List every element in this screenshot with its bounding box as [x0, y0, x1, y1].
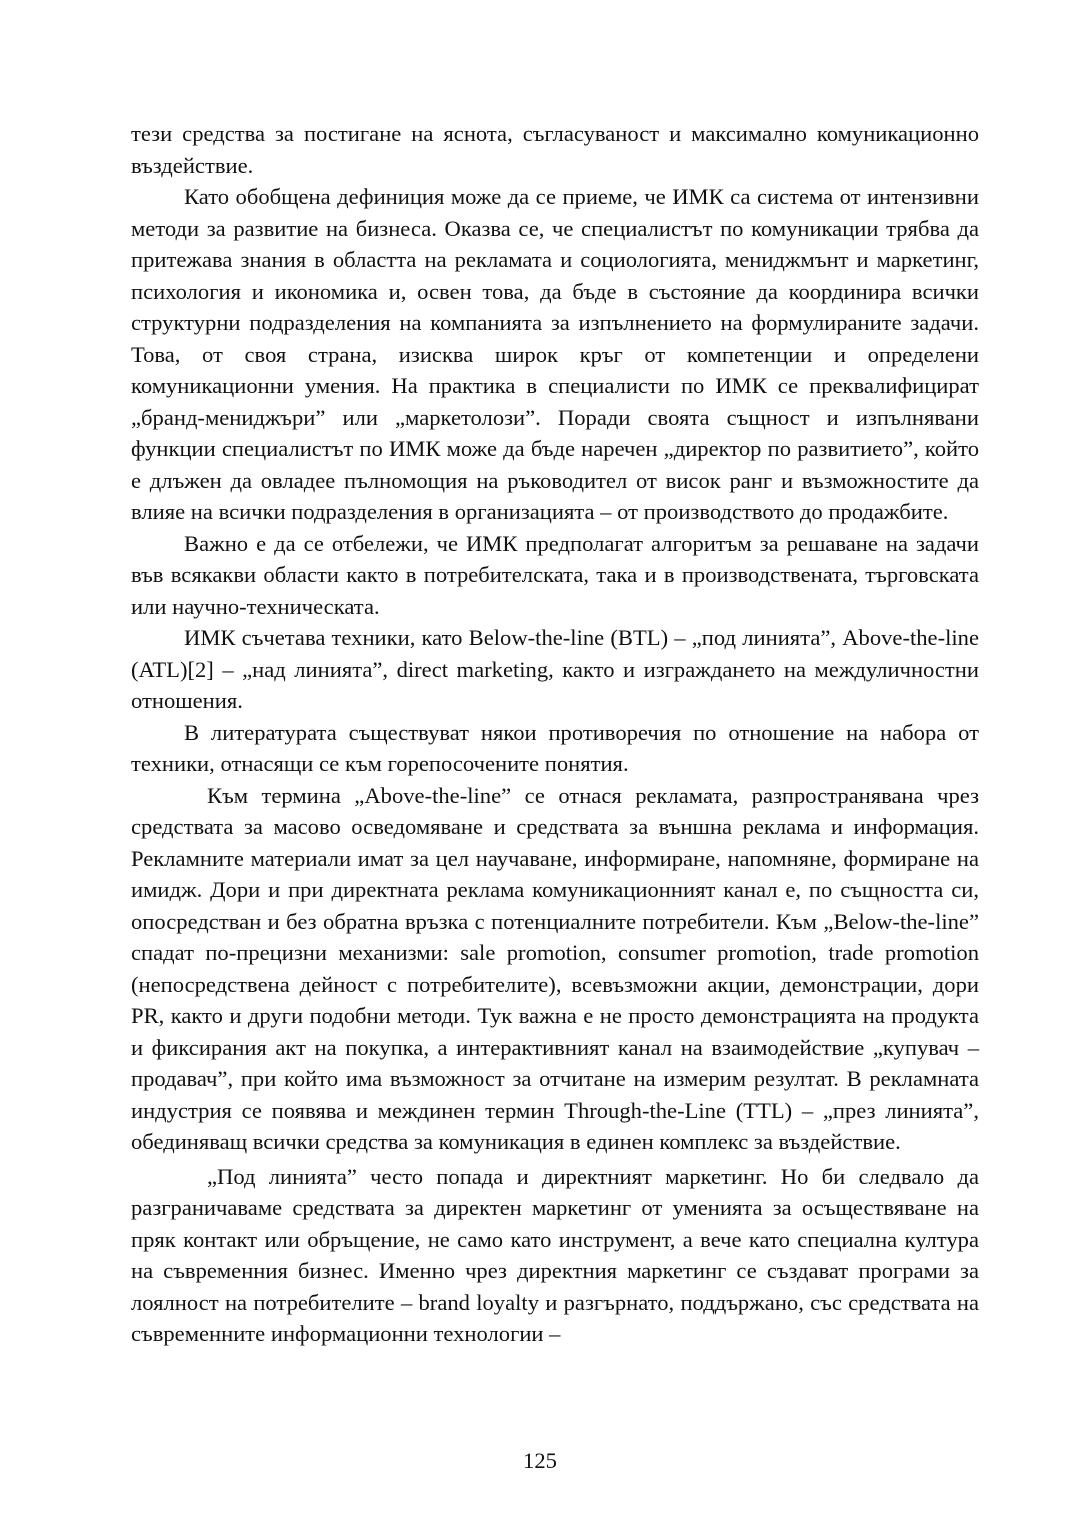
paragraph-5: В литературата съществуват някои противоречия по отношение на набора от техники, отнасящи се към горепосочените понятия. — [131, 719, 979, 776]
body-text — [131, 118, 979, 1350]
paragraph-3: Важно е да се отбележи, че ИМК предполагат алгоритъм за решаване на задачи във всякакви области както в потребителската, така и в производствената, търговската или научно-техническата. — [131, 530, 979, 619]
paragraph-1: тези средства за постигане на яснота, съгласуваност и максимално комуникационно въздействие. — [131, 121, 979, 178]
paragraph-2: Като обобщена дефиниция може да се приеме, че ИМК са система от интензивни методи за развитие на бизнеса. Оказва се, че специалистът по комуникации трябва да притежава знания в областта на рекламата и социологията, мениджмънт и маркетинг, психология и икономика и, освен това, да бъде в състояние да координира всички структурни подразделения на компанията за изпълнението на формулираните задачи. Това, от своя страна, изисква широк кръг от компетенции и определени комуникационни умения. На практика в специалисти по ИМК се преквалифицират „бранд-мениджъри” или „маркетолози”. Поради своята същност и изпълнявани функции специалистът по ИМК може да бъде наречен „директор по развитието”, който е длъжен да овладее пълномощия на ръководител от висок ранг и възможностите да влияе на всички подразделения в организацията – от производството до продажбите. — [131, 184, 979, 524]
paragraph-7: „Под линията” често попада и директният маркетинг. Но би следвало да разграничаваме средствата за директен маркетинг от уменията за осъществяване на пряк контакт или обръщение, не само като инструмент, а вече като специална култура на съвременния бизнес. Именно чрез директния маркетинг се създават програми за лоялност на потребителите – brand loyalty и разгърнато, поддържано, със средствата на съвременните информационни технологии – — [131, 1163, 979, 1346]
page-number: 125 — [523, 1448, 557, 1473]
paragraph-4: ИМК съчетава техники, като Below-the-line (BTL) – „под линията”, Above-the-line (ATL)[2] – „над линията”, direct marketing, както и изграждането на междуличностни отношения. — [131, 625, 979, 713]
paragraph-6: Към термина „Above-the-line” се отнася рекламата, разпространявана чрез средствата за масово осведомяване и средствата за външна реклама и информация. Рекламните материали имат за цел научаване, информиране, напомняне, формиране на имидж. Дори и при директната реклама комуникационният канал е, по същността си, опосредстван и без обратна връзка с потенциалните потребители. Към „Below-the-line” спадат по-прецизни механизми: sale promotion, consumer promotion, trade promotion (непосредствена дейност с потребителите), всевъзможни акции, демонстрации, дори PR, както и други подобни методи. Тук важна е не просто демонстрацията на продукта и фиксирания акт на покупка, а интерактивният канал на взаимодействие „купувач – продавач”, при който има възможност за отчитане на измерим резултат. В рекламната индустрия се появява и междинен термин Through-the-Line (TTL) – „през линията”, обединяващ всички средства за комуникация в единен комплекс за въздействие. — [131, 782, 979, 1154]
